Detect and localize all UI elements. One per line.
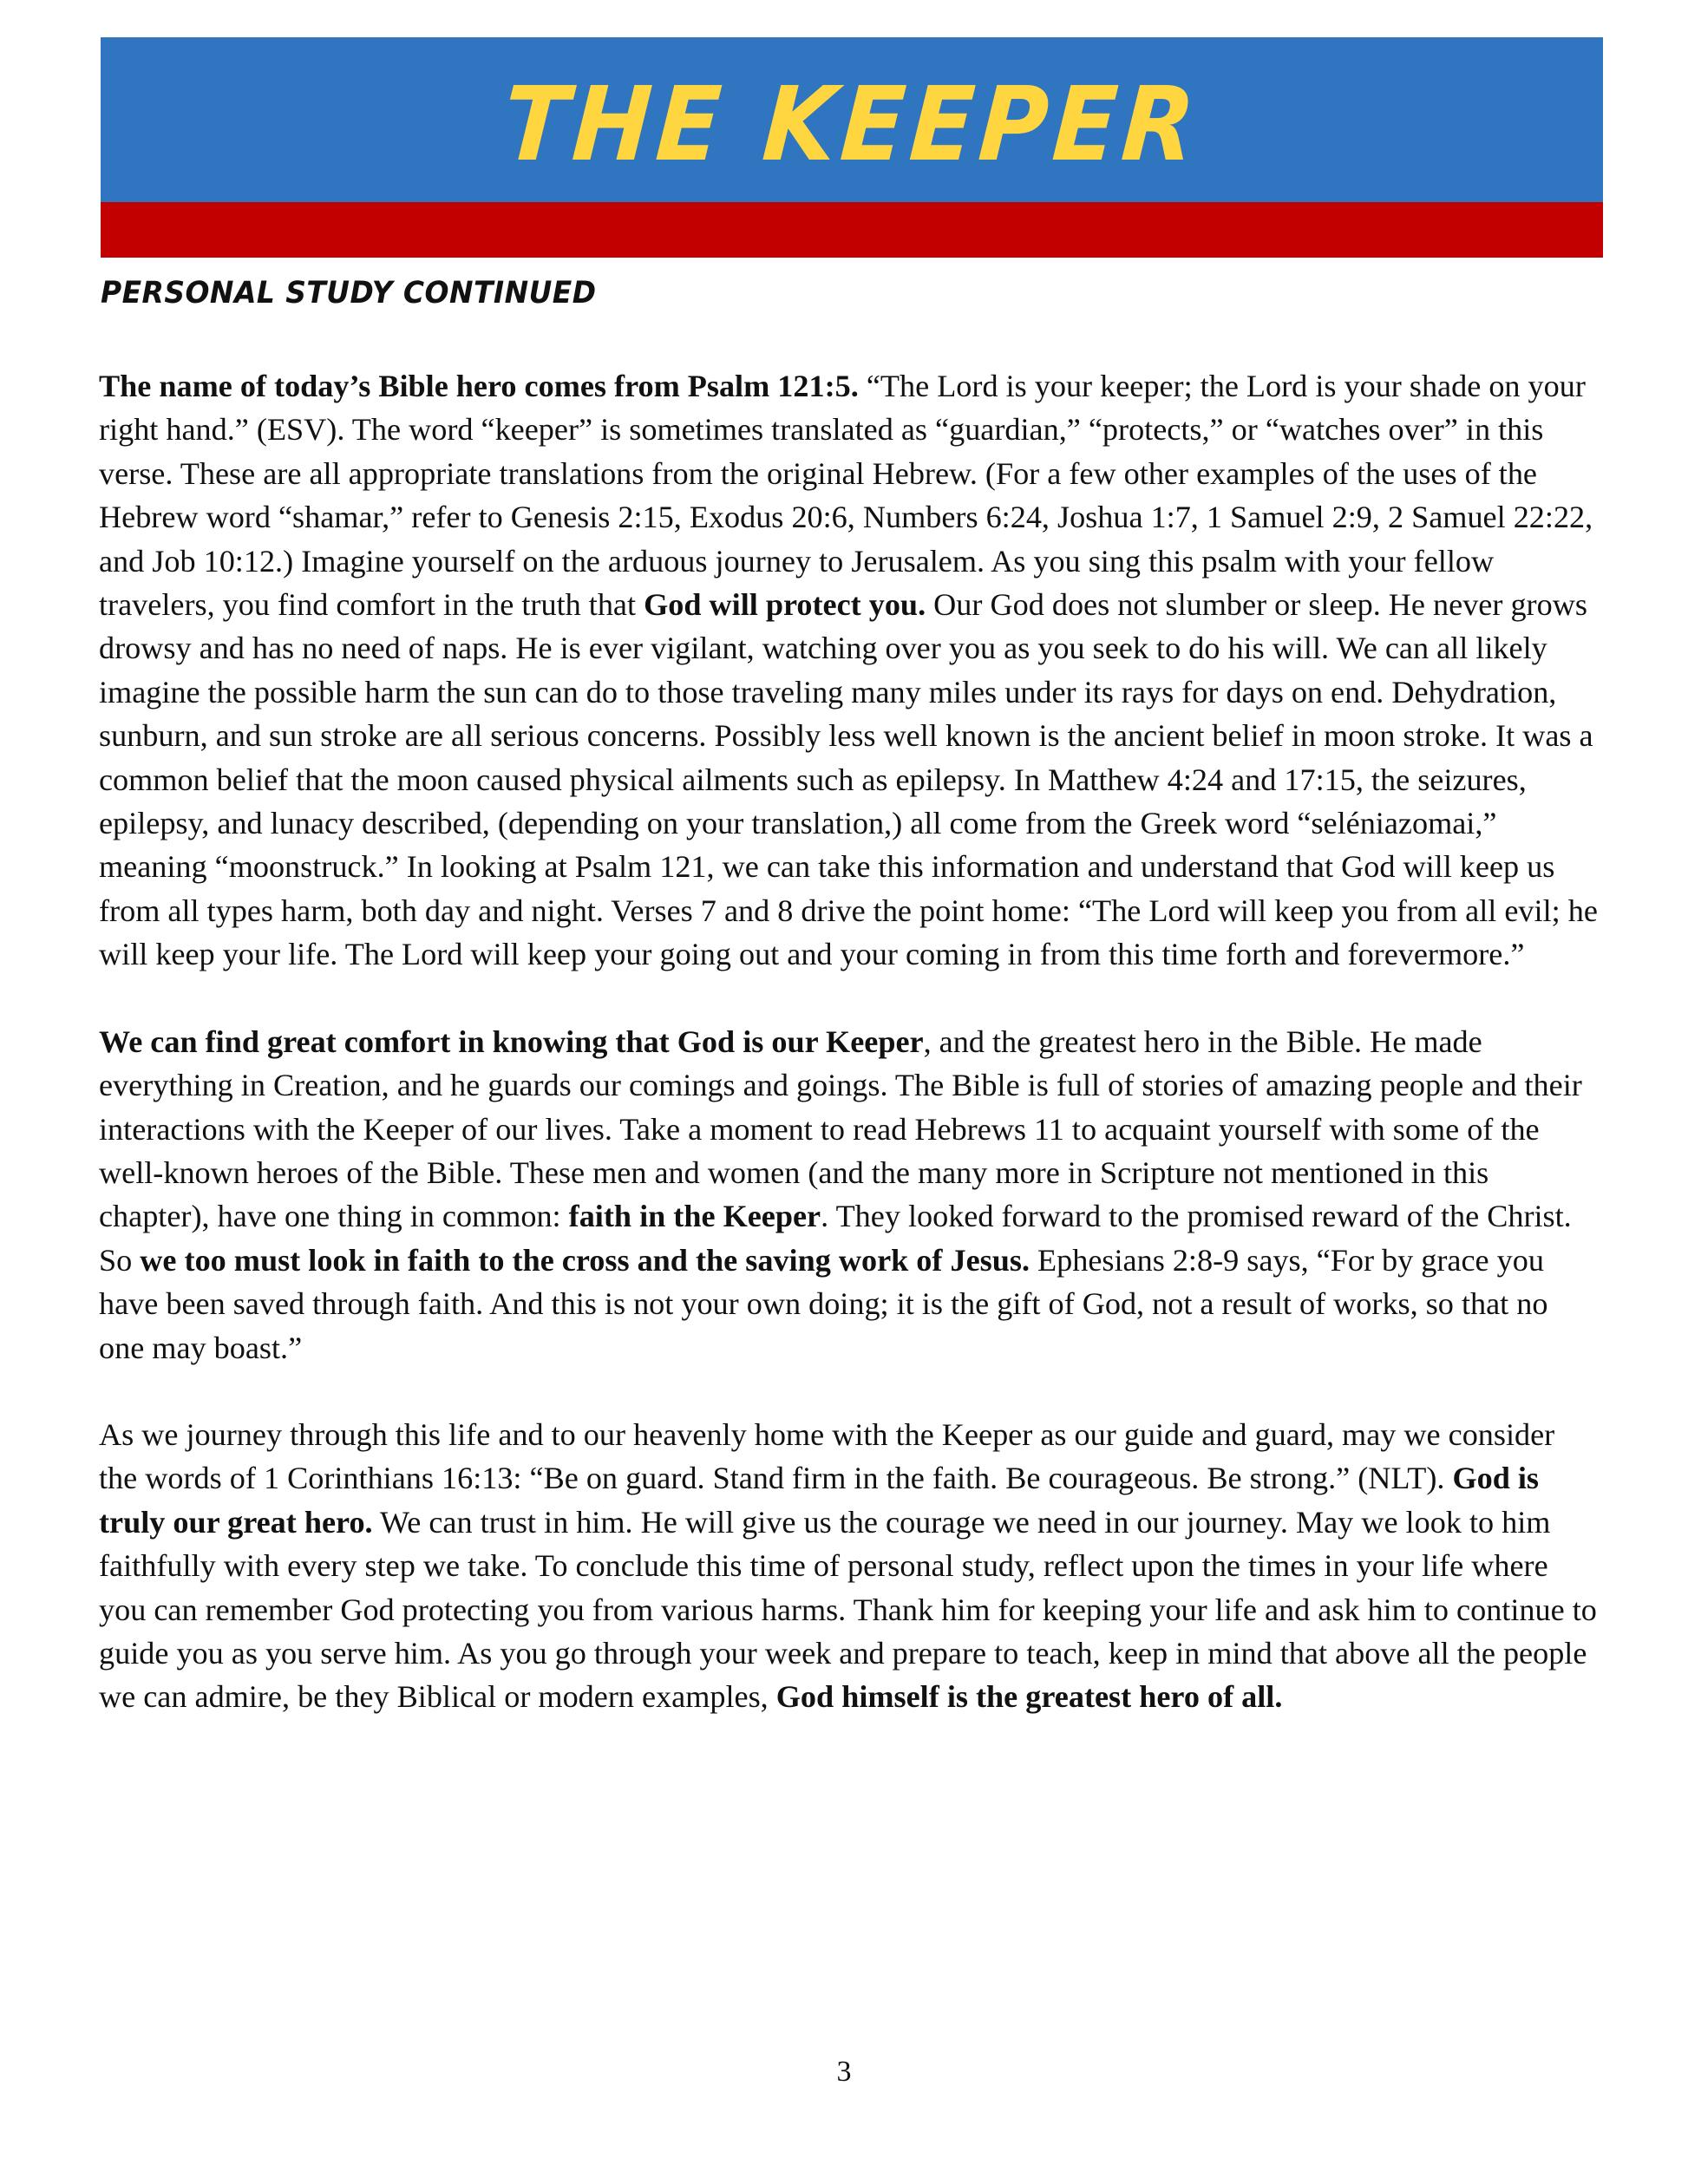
page-title: THE KEEPER xyxy=(500,64,1204,184)
bold-phrase: faith in the Keeper xyxy=(568,1199,821,1234)
paragraph-text: We can trust in him. He will give us the courage we need in our journey. May we look to him faithfully with every step we take. To conclude this time of personal study, reflect upon the times in your life where you can remember God protecting you from various harms. Thank him for keeping your life and ask him to continue to guide you as you serve him. As you go through your week and prepare to teach, keep in mind that above all the people we can admire, be they Biblical or modern examples, xyxy=(99,1504,1597,1715)
paragraph-2 xyxy=(99,1020,1600,1370)
title-banner-red-band xyxy=(101,202,1603,258)
section-heading: PERSONAL STUDY CONTINUED xyxy=(101,276,597,311)
title-banner xyxy=(101,37,1603,258)
paragraph-text: Ephesians 2:8-9 says, “For by grace you have been saved through faith. And this is not your own doing; it is the gift of God, not a result of works, so that no one may boast.” xyxy=(99,1242,1548,1365)
bold-phrase: We can find great comfort in knowing that God is our Keeper xyxy=(99,1023,924,1059)
article-body xyxy=(99,364,1600,1762)
bold-phrase: God is truly our great hero. xyxy=(99,1461,1540,1540)
paragraph-text: . They looked forward to the promised reward of the Christ. So xyxy=(99,1199,1572,1278)
bold-phrase: we too must look in faith to the cross and the saving work of Jesus. xyxy=(140,1242,1030,1278)
paragraph-text: “The Lord is your keeper; the Lord is your shade on your right hand.” (ESV). The word “keeper” is sometimes translated as “guardian,” “protects,” or “watches over” in this verse. These are all appropriate translations from the original Hebrew. (For a few other examples of the uses of the Hebrew word “shamar,” refer to Genesis 2:15, Exodus 20:6, Numbers 6:24, Joshua 1:7, 1 Samuel 2:9, 2 Samuel 22:22, and Job 10:12.) Imagine yourself on the arduous journey to Jerusalem. As you sing this psalm with your fellow travelers, you find comfort in the truth that xyxy=(99,369,1593,623)
paragraph-3 xyxy=(99,1413,1600,1719)
paragraph-1 xyxy=(99,364,1600,977)
bold-phrase: The name of today’s Bible hero comes from Psalm 121:5. xyxy=(99,369,859,403)
paragraph-text: Our God does not slumber or sleep. He never grows drowsy and has no need of naps. He is ever vigilant, watching over you as you seek to do his will. We can all likely imagine the possible harm the sun can do to those traveling many miles under its rays for days on end. Dehydration, sunburn, and sun stroke are all serious concerns. Possibly less well known is the ancient belief in moon stroke. It was a common belief that the moon caused physical ailments such as epilepsy. In Matthew 4:24 and 17:15, the seizures, epilepsy, and lunacy described, (depending on your translation,) all come from the Greek word “seléniazomai,” meaning “moonstruck.” In looking at Psalm 121, we can take this information and understand that God will keep us from all types harm, both day and night. Verses 7 and 8 drive the point home: “The Lord will keep you from all evil; he will keep your life. The Lord will keep your going out and your coming in from this time forth and forevermore.” xyxy=(99,587,1598,972)
paragraph-text: , and the greatest hero in the Bible. He made everything in Creation, and he guards our comings and goings. The Bible is full of stories of amazing people and their interactions with the Keeper of our lives. Take a moment to read Hebrews 11 to acquaint yourself with some of the well-known heroes of the Bible. These men and women (and the many more in Scripture not mentioned in this chapter), have one thing in common: xyxy=(99,1023,1582,1234)
page-number: 3 xyxy=(836,2056,852,2088)
bold-phrase: God will protect you. xyxy=(644,587,926,623)
title-banner-blue-band xyxy=(101,37,1603,202)
paragraph-text: As we journey through this life and to our heavenly home with the Keeper as our guide and guard, may we consider the words of 1 Corinthians 16:13: “Be on guard. Stand firm in the faith. Be courageous. Be strong.” (NLT). xyxy=(99,1416,1555,1496)
bold-phrase: God himself is the greatest hero of all. xyxy=(775,1679,1283,1715)
